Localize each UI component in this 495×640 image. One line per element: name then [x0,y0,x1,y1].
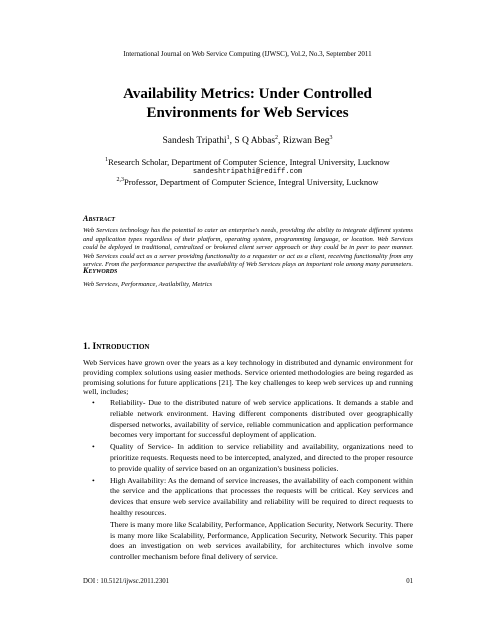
introduction-heading-text: 1. Introduction [83,342,150,352]
affiliation-sup: 1 [105,157,109,164]
list-item-text: Reliability- Due to the distributed nature of web service applications. It demands a stable and reliable network environment. Having different components distributed over geographically dispersed networks, availability of service, reliable communication and application performance becomes very important for successful deployment of application. [110,398,413,440]
author-name: S Q Abbas [234,136,276,146]
list-item [83,476,413,519]
doi-footer: DOI : 10.5121/ijwsc.2011.2301 [83,578,170,585]
abstract-heading-text: Abstract [83,214,116,223]
list-item [83,442,413,474]
author-name: Rizwan Beg [282,136,330,146]
challenge-list [83,398,413,563]
author-sup: 1 [226,134,230,141]
keywords-heading [83,266,117,276]
affiliation-2 [0,177,495,187]
affiliation-text: Professor, Department of Computer Science, Integral University, Lucknow [123,177,379,187]
list-item [83,398,413,441]
bullet-mark: • [92,442,95,452]
list-item-text: Quality of Service- In addition to service reliability and availability, organizations need to prioritize requests. Requests need to be intercepted, analyzed, and directed to the proper resource to provide quality of service based on an organization's business policies. [110,442,413,473]
page-number: 01 [406,578,413,585]
author-name: Sandesh Tripathi [162,136,227,146]
keywords-text: Web Services, Performance, Availability, Metrics [83,281,213,288]
title-line-2: Environments for Web Services [146,105,349,121]
continuation-paragraph: There is many more like Scalability, Performance, Application Security, Network Security. There is many more like Scalability, Performance, Application Security, Network Security. This paper does an investigation on web services availability, for architectures which involve some controller mechanism before final delivery of service. [110,519,413,562]
bullet-mark: • [92,475,95,485]
author-sup: 2 [275,134,279,141]
affiliation-sup: 2,3 [116,177,124,184]
author-list: Sandesh Tripathi$^1$, S Q Abbas$^2$, Rizwan Beg$^3$ [162,134,333,146]
abstract-heading [83,214,115,224]
bullet-mark: • [92,398,95,407]
affiliation-1 [0,157,495,167]
list-item-text: High Availability: As the demand of service increases, the availability of each component within the service and the applications that processes the requests will be critical. Key services and devices that ensure web service availability and reliability will be required to direct requests to healthy resources. [110,475,413,517]
author-email: sandeshtripathi@rediff.com [192,168,303,176]
continuation-item [83,520,413,563]
journal-header: International Journal on Web Service Computing (IJWSC), Vol.2, No.3, September 2011 [123,50,372,58]
author-sup: 3 [329,134,333,141]
title-line-1: Availability Metrics: Under Controlled [123,86,372,102]
abstract-text: Web Services technology has the potential to cater an enterprise's needs, providing the ability to integrate different systems and application types regardless of their platform, operating system, programming language, or location. Web Services could be deployed in traditional, centralized or brokered client server approach or they could be in peer to peer manner. Web Services could act as a server providing functionality to a requester or act as a client, receiving functionality from any service. From the performance perspective the availability of Web Services plays an important role among many parameters. [83,227,413,269]
paper-title [40,85,455,123]
introduction-heading [83,342,149,353]
introduction-paragraph: Web Services have grown over the years as a key technology in distributed and dynamic environment for providing complex solutions using easier methods. Service oriented methodologies are being regarded as promising solutions for future applications [21]. The key challenges to keep web services up and running well, includes; [83,358,413,397]
keywords-heading-text: Keywords [83,266,118,275]
affiliation-text: Research Scholar, Department of Computer Science, Integral University, Lucknow [108,157,390,167]
